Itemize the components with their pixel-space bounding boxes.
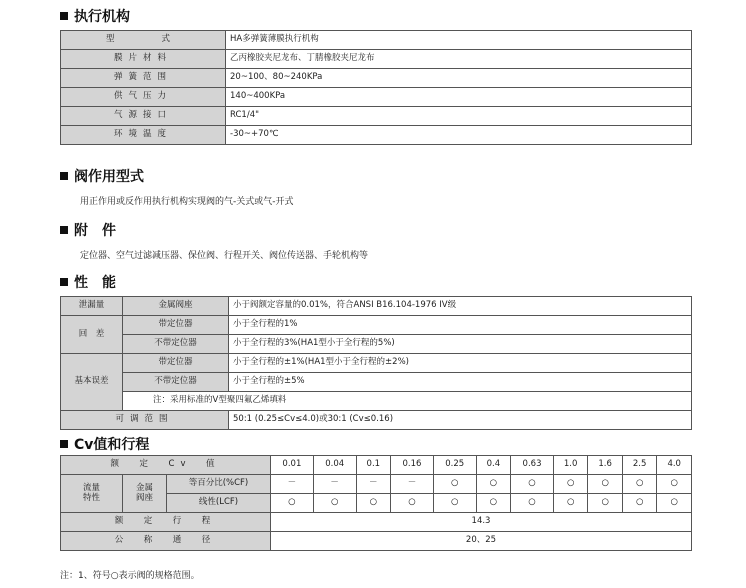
eqp-mark: － [313, 475, 356, 494]
hysteresis-sub-label: 不带定位器 [123, 335, 229, 354]
eqp-mark: － [391, 475, 434, 494]
basic-error-label: 基本误差 [61, 354, 123, 411]
actuator-label: 型 式 [61, 31, 226, 50]
cv-value-cell: 0.63 [511, 456, 554, 475]
table-row [61, 475, 692, 494]
cv-table [60, 455, 692, 551]
bullet-square-icon [60, 278, 68, 286]
cv-value-cell: 2.5 [622, 456, 657, 475]
basic-error-value: 小于全行程的±1%(HA1型小于全行程的±2%) [229, 354, 692, 373]
bullet-square-icon [60, 226, 68, 234]
linear-mark: ○ [553, 494, 588, 513]
cv-value-cell: 0.16 [391, 456, 434, 475]
actuator-label: 环境温度 [61, 126, 226, 145]
linear-mark: ○ [588, 494, 623, 513]
leak-label: 泄漏量 [61, 297, 123, 316]
table-row [61, 50, 692, 69]
actuator-label: 供气压力 [61, 88, 226, 107]
performance-table [60, 296, 692, 430]
section-title-text: 执行机构 [74, 9, 130, 25]
actuator-value: 20~100、80~240KPa [226, 69, 692, 88]
cv-value-cell: 0.25 [433, 456, 476, 475]
hysteresis-value: 小于全行程的3%(HA1型小于全行程的5%) [229, 335, 692, 354]
eqp-mark: ○ [588, 475, 623, 494]
leak-value: 小于阀额定容量的0.01%，符合ANSI B16.104-1976 IV级 [229, 297, 692, 316]
eqp-mark: ○ [657, 475, 692, 494]
table-row [61, 88, 692, 107]
eqp-mark: ○ [476, 475, 511, 494]
eqp-mark: － [271, 475, 314, 494]
eqp-mark: ○ [622, 475, 657, 494]
leak-sub-label: 金属阀座 [123, 297, 229, 316]
hysteresis-value: 小于全行程的1% [229, 316, 692, 335]
footnote: 注：1、符号○表示阀的规格范围。 [60, 571, 200, 581]
section-title-text: Cv值和行程 [74, 437, 150, 453]
flow-label-line: 流量 [82, 483, 100, 494]
table-row [61, 335, 692, 354]
actuator-label: 膜片材料 [61, 50, 226, 69]
bullet-square-icon [60, 12, 68, 20]
section-title-actuator [60, 6, 130, 26]
section-title-cv [60, 434, 149, 454]
linear-mark: ○ [391, 494, 434, 513]
actuator-value: 140~400KPa [226, 88, 692, 107]
table-row [61, 373, 692, 392]
action-description: 用正作用或反作用执行机构实现阀的气-关式或气-开式 [80, 197, 294, 207]
section-title-text: 附 件 [74, 223, 116, 239]
table-row [61, 126, 692, 145]
table-row [61, 532, 692, 551]
seat-label-line: 金属 [135, 483, 153, 494]
linear-mark: ○ [271, 494, 314, 513]
section-title-text: 性 能 [74, 275, 116, 291]
metal-seat-label [123, 475, 167, 513]
actuator-value: RC1/4" [226, 107, 692, 126]
rated-stroke-value: 14.3 [271, 513, 692, 532]
equal-percentage-label: 等百分比(%CF) [167, 475, 271, 494]
accessory-description: 定位器、空气过滤减压器、保位阀、行程开关、阀位传送器、手轮机构等 [80, 251, 369, 261]
table-row [61, 392, 692, 411]
eqp-mark: ○ [511, 475, 554, 494]
table-row [61, 31, 692, 50]
eqp-mark: － [356, 475, 391, 494]
actuator-value: HA多弹簧薄膜执行机构 [226, 31, 692, 50]
bullet-square-icon [60, 172, 68, 180]
basic-error-sub-label: 不带定位器 [123, 373, 229, 392]
basic-error-sub-label: 带定位器 [123, 354, 229, 373]
section-title-accessory [60, 220, 116, 240]
table-row [61, 316, 692, 335]
actuator-value: 乙丙橡胶夹尼龙布、丁腈橡胶夹尼龙布 [226, 50, 692, 69]
linear-mark: ○ [622, 494, 657, 513]
basic-error-value: 小于全行程的±5% [229, 373, 692, 392]
cv-value-cell: 1.0 [553, 456, 588, 475]
linear-mark: ○ [657, 494, 692, 513]
range-value: 50:1 (0.25≤Cv≤4.0)或30:1 (Cv≤0.16) [229, 411, 692, 430]
hysteresis-sub-label: 带定位器 [123, 316, 229, 335]
flow-label-line: 特性 [82, 492, 100, 503]
table-row [61, 69, 692, 88]
cv-value-cell: 0.4 [476, 456, 511, 475]
basic-error-note: 注：采用标准的V型聚四氟乙烯填料 [123, 392, 692, 411]
section-title-text: 阀作用型式 [74, 169, 144, 185]
cv-value-cell: 0.1 [356, 456, 391, 475]
rated-cv-label: 额 定 Cv 值 [61, 456, 271, 475]
cv-value-cell: 4.0 [657, 456, 692, 475]
nominal-diameter-label: 公 称 通 径 [61, 532, 271, 551]
linear-mark: ○ [476, 494, 511, 513]
table-row [61, 456, 692, 475]
flow-characteristic-label [61, 475, 123, 513]
actuator-value: -30~+70℃ [226, 126, 692, 145]
table-row [61, 354, 692, 373]
cv-value-cell: 0.04 [313, 456, 356, 475]
range-label: 可调范围 [61, 411, 229, 430]
table-row [61, 513, 692, 532]
rated-stroke-label: 额 定 行 程 [61, 513, 271, 532]
actuator-label: 气源接口 [61, 107, 226, 126]
linear-mark: ○ [433, 494, 476, 513]
linear-mark: ○ [511, 494, 554, 513]
nominal-diameter-value: 20、25 [271, 532, 692, 551]
linear-label: 线性(LCF) [167, 494, 271, 513]
table-row [61, 107, 692, 126]
section-title-performance [60, 272, 116, 292]
actuator-label: 弹簧范围 [61, 69, 226, 88]
bullet-square-icon [60, 440, 68, 448]
seat-label-line: 阀座 [135, 492, 153, 503]
eqp-mark: ○ [553, 475, 588, 494]
cv-value-cell: 1.6 [588, 456, 623, 475]
cv-value-cell: 0.01 [271, 456, 314, 475]
eqp-mark: ○ [433, 475, 476, 494]
linear-mark: ○ [313, 494, 356, 513]
actuator-table [60, 30, 692, 145]
linear-mark: ○ [356, 494, 391, 513]
table-row [61, 411, 692, 430]
table-row [61, 297, 692, 316]
section-title-action [60, 166, 144, 186]
hysteresis-label: 回 差 [61, 316, 123, 354]
